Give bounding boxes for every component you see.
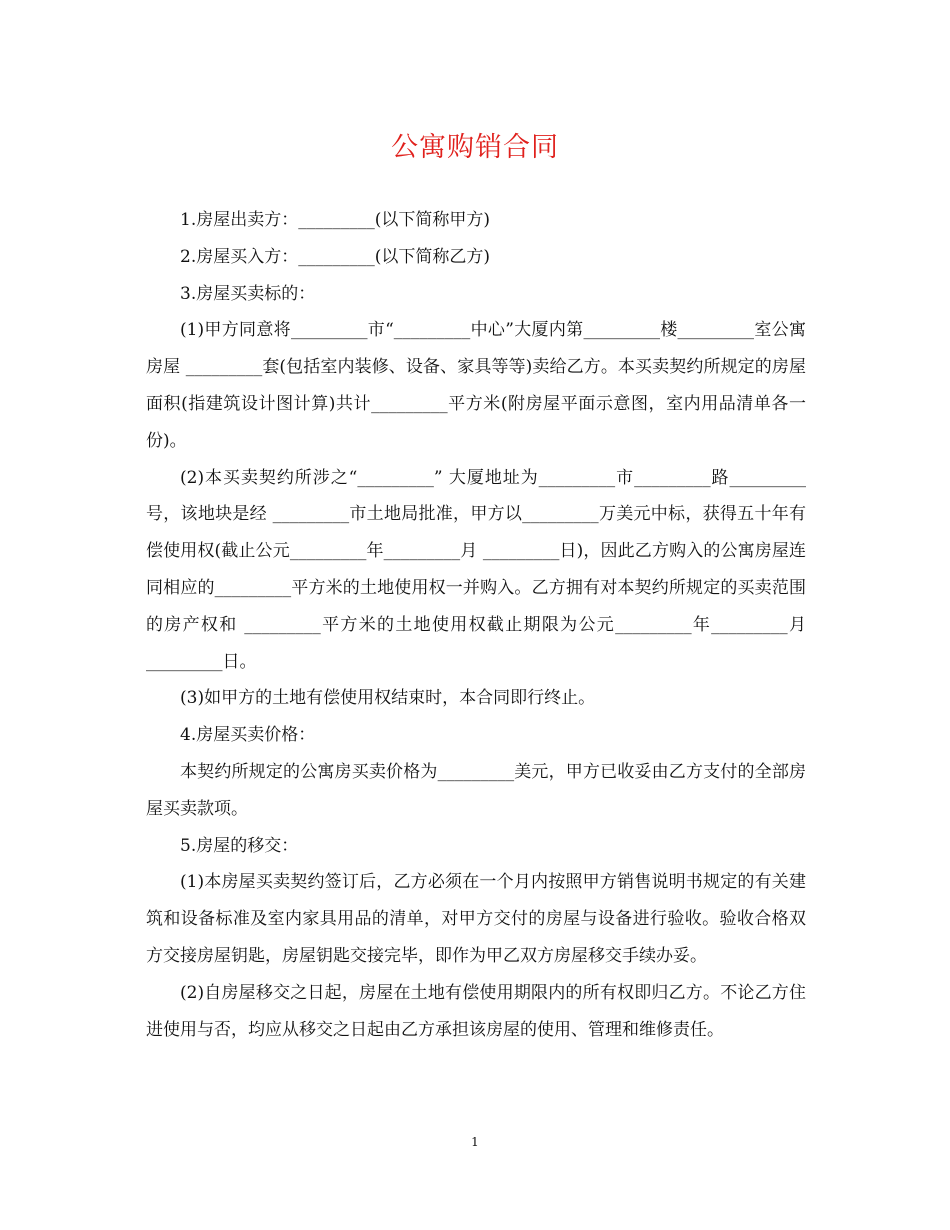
document-title: 公寓购销合同 (391, 132, 559, 163)
clause-price-text: 本契约所规定的公寓房买卖价格为_________美元，甲方已收妥由乙方支付的全部房屋买卖款项。 (146, 761, 806, 819)
clause-handover-heading: 5.房屋的移交： (180, 835, 299, 856)
contract-body (146, 202, 806, 1048)
clause-handover-1: (1)本房屋买卖契约签订后，乙方必须在一个月内按照甲方销售说明书规定的有关建筑和设备标准及室内家具用品的清单，对甲方交付的房屋与设备进行验收。验收合格双方交接房屋钥匙，房屋钥匙交接完毕，即作为甲乙双方房屋移交手续办妥。 (146, 872, 806, 966)
clause-seller: 1.房屋出卖方：_________(以下简称甲方) (180, 210, 490, 230)
clause-handover-2: (2)自房屋移交之日起，房屋在土地有偿使用期限内的所有权即归乙方。不论乙方住进使用与否，均应从移交之日起由乙方承担该房屋的使用、管理和维修责任。 (146, 982, 806, 1040)
clause-buyer: 2.房屋买入方：_________(以下简称乙方) (180, 246, 490, 267)
clause-subject-2: (2)本买卖契约所涉之“_________” 大厦地址为_________市_________路_________号，该地块是经 _________市土地局批准，甲方以_________万美元中标，获得五十年有偿使用权(截止公元_________年_________月 _________日)，因此乙方购入的公寓房屋连同相应的_________平方米的土地使用权一并购入。乙方拥有对本契约所规定的买卖范围的房产权和 _________平方米的土地使用权截止期限为公元_________年_________月_________日。 (146, 467, 806, 672)
clause-subject-heading: 3.房屋买卖标的： (180, 283, 316, 304)
page-number: 1 (471, 1135, 479, 1149)
clause-subject-1: (1)甲方同意将_________市“_________中心”大厦内第_________楼_________室公寓房屋 _________套(包括室内装修、设备、家具等等)卖给乙方。本买卖契约所规定的房屋面积(指建筑设计图计算)共计_________平方米(附房屋平面示意图，室内用品清单各一份)。 (146, 320, 806, 451)
clause-subject-3: (3)如甲方的土地有偿使用权结束时，本合同即行终止。 (180, 688, 596, 709)
clause-price-heading: 4.房屋买卖价格： (180, 725, 316, 746)
